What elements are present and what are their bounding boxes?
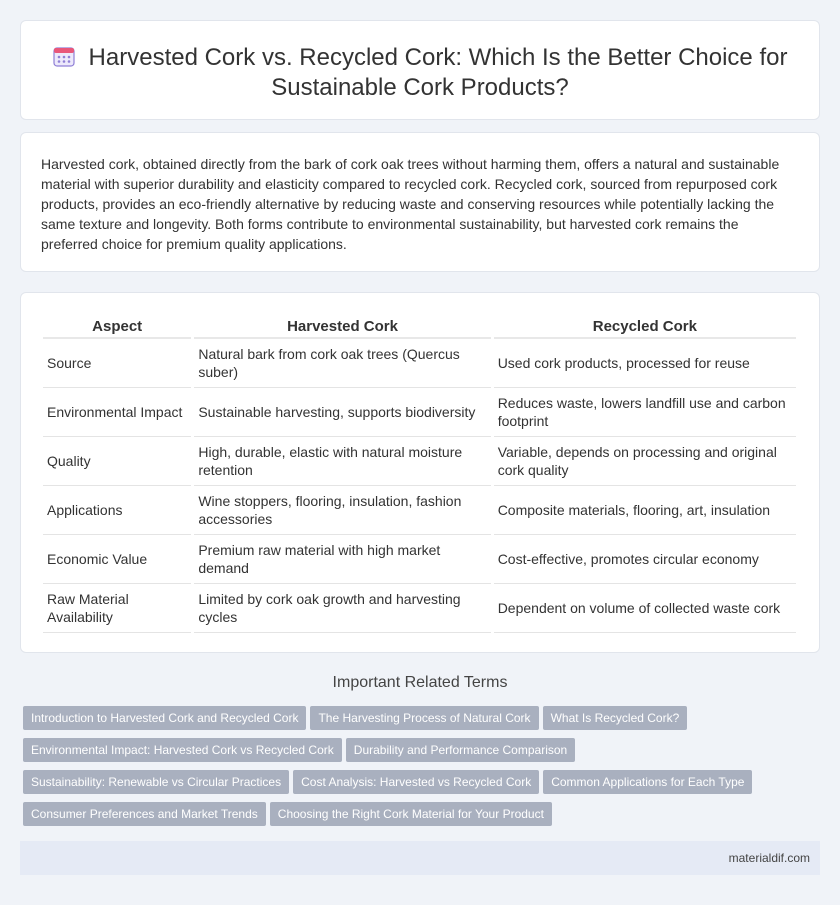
page-title	[21, 43, 819, 103]
table-cell: Reduces waste, lowers landfill use and carbon footprint	[492, 387, 797, 436]
table-cell: Composite materials, flooring, art, insulation	[492, 485, 797, 534]
related-term-tag[interactable]: Consumer Preferences and Market Trends	[23, 802, 266, 826]
related-terms-heading: Important Related Terms	[332, 674, 508, 691]
table-cell: High, durable, elastic with natural moisture retention	[193, 436, 492, 485]
table-cell: Premium raw material with high market demand	[193, 534, 492, 583]
related-terms-list	[23, 706, 803, 834]
table-cell: Source	[43, 338, 193, 387]
table-row	[43, 534, 798, 583]
table-cell: Environmental Impact	[43, 387, 193, 436]
page-title-line2: Sustainable Cork Products?	[271, 74, 569, 101]
footer	[20, 841, 820, 875]
related-term-tag[interactable]: Introduction to Harvested Cork and Recycled Cork	[23, 706, 306, 730]
table-cell: Variable, depends on processing and original cork quality	[492, 436, 797, 485]
calendar-icon	[53, 45, 75, 67]
table-cell: Economic Value	[43, 534, 193, 583]
table-cell: Dependent on volume of collected waste cork	[492, 583, 797, 632]
related-term-tag[interactable]: What Is Recycled Cork?	[543, 706, 688, 730]
table-row	[43, 485, 798, 534]
related-term-tag[interactable]: Cost Analysis: Harvested vs Recycled Cork	[293, 770, 539, 794]
header-harvested: Harvested Cork	[193, 315, 492, 338]
comparison-table	[43, 315, 799, 633]
related-term-tag[interactable]: Durability and Performance Comparison	[346, 738, 575, 762]
title-card	[20, 20, 820, 120]
intro-card	[20, 132, 820, 272]
table-cell: Wine stoppers, flooring, insulation, fashion accessories	[193, 485, 492, 534]
table-cell: Applications	[43, 485, 193, 534]
table-cell: Cost-effective, promotes circular economy	[492, 534, 797, 583]
table-cell: Used cork products, processed for reuse	[492, 338, 797, 387]
table-header-row	[43, 315, 798, 338]
related-term-tag[interactable]: Sustainability: Renewable vs Circular Practices	[23, 770, 289, 794]
header-aspect: Aspect	[43, 315, 193, 338]
table-cell: Raw Material Availability	[43, 583, 193, 632]
page-title-line1: Harvested Cork vs. Recycled Cork: Which Is the Better Choice for	[88, 44, 788, 71]
table-cell: Natural bark from cork oak trees (Quercus suber)	[193, 338, 492, 387]
related-term-tag[interactable]: The Harvesting Process of Natural Cork	[310, 706, 538, 730]
intro-paragraph: Harvested cork, obtained directly from the bark of cork oak trees without harming them, offers a natural and sustainable material with superior durability and elasticity compared to recycled cork. Recycled cork, sourced from repurposed cork products, provides an eco-friendly alternative by reducing waste and conserving resources while potentially lacking the same texture and longevity. Both forms contribute to environmental sustainability, but harvested cork remains the preferred choice for premium quality applications.	[41, 156, 780, 252]
table-row	[43, 436, 798, 485]
table-cell: Sustainable harvesting, supports biodiversity	[193, 387, 492, 436]
related-term-tag[interactable]: Common Applications for Each Type	[543, 770, 752, 794]
table-row	[43, 583, 798, 632]
related-term-tag[interactable]: Environmental Impact: Harvested Cork vs Recycled Cork	[23, 738, 342, 762]
related-term-tag[interactable]: Choosing the Right Cork Material for Your Product	[270, 802, 552, 826]
table-row	[43, 338, 798, 387]
table-cell: Limited by cork oak growth and harvesting cycles	[193, 583, 492, 632]
header-recycled: Recycled Cork	[492, 315, 797, 338]
comparison-table-card	[20, 292, 820, 653]
table-cell: Quality	[43, 436, 193, 485]
footer-site-link[interactable]: materialdif.com	[728, 851, 810, 865]
table-row	[43, 387, 798, 436]
